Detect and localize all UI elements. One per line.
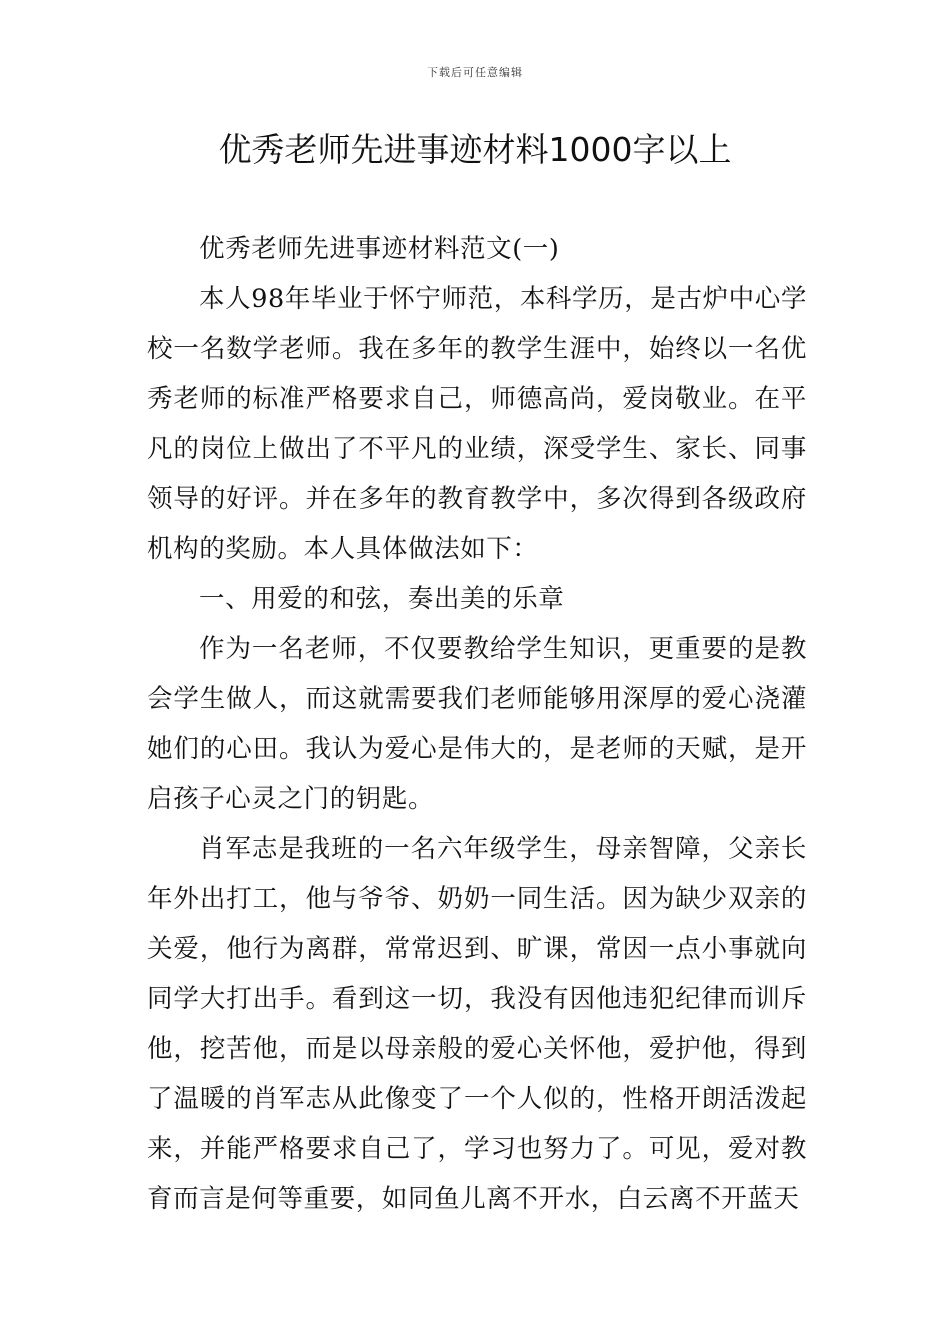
body-paragraph: 肖军志是我班的一名六年级学生，母亲智障，父亲长年外出打工，他与爷爷、奶奶一同生活。因为缺少双亲的关爱，他行为离群，常常迟到、旷课，常因一点小事就向同学大打出手。看到这一切，我没有因他违犯纪律而训斥他，挖苦他，而是以母亲般的爱心关怀他，爱护他，得到了温暖的肖军志从此像变了一个人似的，性格开朗活泼起来，并能严格要求自己了，学习也努力了。可见，爱对教育而言是何等重要，如同鱼儿离不开水，白云离不开蓝天 — [147, 834, 807, 1214]
body-paragraph: 作为一名老师，不仅要教给学生知识，更重要的是教会学生做人，而这就需要我们老师能够用深厚的爱心浇灌她们的心田。我认为爱心是伟大的，是老师的天赋，是开启孩子心灵之门的钥匙。 — [147, 634, 807, 814]
document-body — [147, 224, 807, 1224]
section-heading: 一、用爱的和弦，奏出美的乐章 — [199, 584, 565, 614]
intro-paragraph: 本人98年毕业于怀宁师范，本科学历，是古炉中心学校一名数学老师。我在多年的教学生涯中，始终以一名优秀老师的标准严格要求自己，师德高尚，爱岗敬业。在平凡的岗位上做出了不平凡的业绩，深受学生、家长、同事领导的好评。并在多年的教育教学中，多次得到各级政府机构的奖励。本人具体做法如下： — [147, 284, 807, 564]
document-title: 优秀老师先进事迹材料1000字以上 — [218, 130, 732, 169]
subtitle-paragraph: 优秀老师先进事迹材料范文(一) — [199, 234, 560, 264]
header-note: 下载后可任意编辑 — [427, 66, 523, 79]
